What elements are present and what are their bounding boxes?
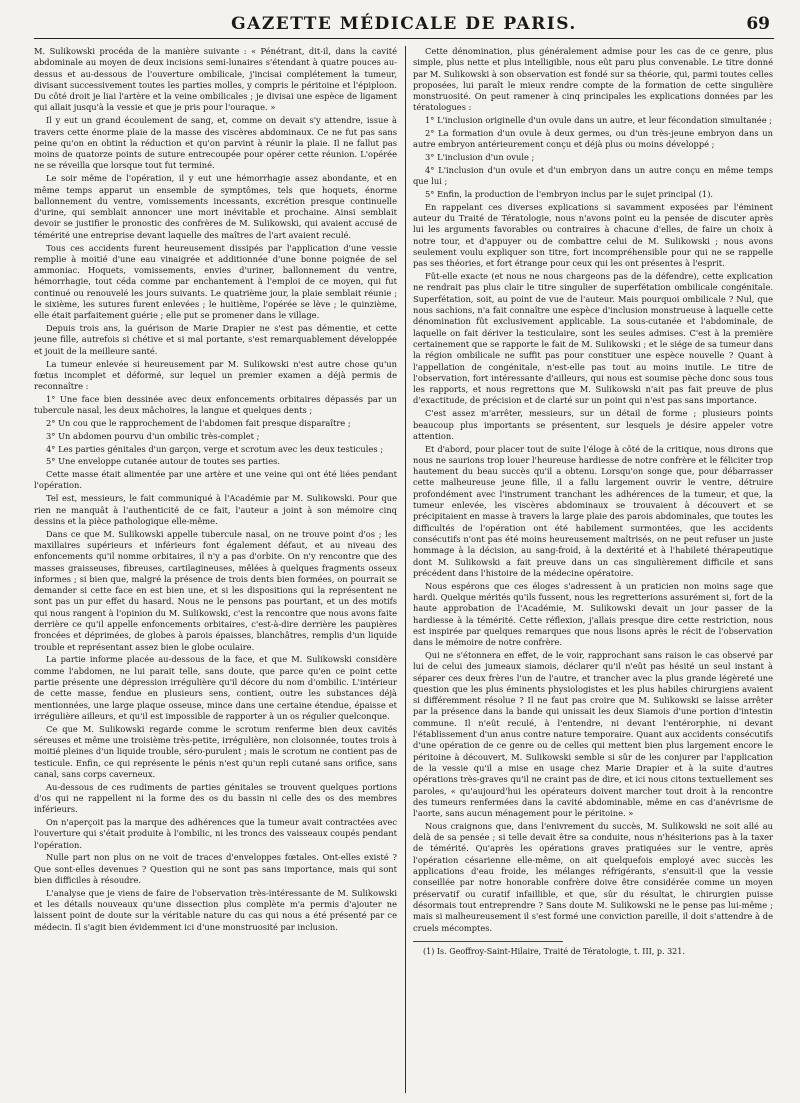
left-column [34,46,397,1095]
paragraph: M. Sulikowski procéda de la manière suivante : « Pénétrant, dit-il, dans la cavité abdominale au moyen de deux incisions semi-lunaires s'étendant à quatre pouces au-dessus et au-dessous de l'ouverture ombilicale, j'incisai complétement la tumeur, divisant successivement toutes les parties molles, y compris le péritoine et l'épiploon. Du côté droit je liai l'artère et la veine ombilicales ; je divisai une espèce de ligament qui allait jusqu'à la vessie et que je pris pour l'ouraque. » [34,46,397,113]
paragraph: Nous craignons que, dans l'enivrement du succès, M. Sulikowski ne soit allé au delà de sa pensée ; si telle devait être sa conduite, nous n'hésiterions pas à la taxer de témérité. Qu'après les opérations graves pratiquées sur le ventre, après l'opération césarienne elle-même, on ait quelquefois employé avec succès les applications d'eau froide, les mélanges réfrigérants, s'ensuit-il que la vessie conseillée par notre honorable confrère doive être considérée comme un moyen préservatif ou curatif infaillible, et que, sûr du résultat, le chirurgien puisse désormais tout entreprendre ? Sans doute M. Sulikowski ne le pense pas lui-même ; mais si malheureusement il s'est formé une conviction pareille, il doit s'attendre à de cruels mécomptes. [413,820,773,933]
paragraph: Cette dénomination, plus généralement admise pour les cas de ce genre, plus simple, plus nette et plus intelligible, nous eût paru plus convenable. Le titre donné par M. Sulikowski à son observation est fondé sur sa théorie, qui, parmi toutes celles proposées, lui paraît le mieux rendre compte de la formation de cette singulière monstruosité. On peut ramener à cinq principales les explications données par les tératologues : [413,46,773,113]
column-divider [405,46,406,1093]
paragraph: 1° Une face bien dessinée avec deux enfoncements orbitaires dépassés par un tubercule nasal, les deux mâchoires, la langue et quelques dents ; [34,393,397,416]
paragraph: 5° Enfin, la production de l'embryon inclus par le sujet principal (1). [425,189,714,200]
paragraph: Fût-elle exacte (et nous ne nous chargeons pas de la défendre), cette explication ne rendrait pas plus clair le titre singulier de superfétation ombilicale congénitale. Superfétation, soit, au point de vue de l'auteur. Mais pourquoi ombilicale ? Nul, que nous sachions, n'a fait connaître une espèce d'inclusion monstrueuse à laquelle cette dénomination fût exclusivement applicable. La sous-cutanée et l'abdominale, de laquelle on fait dériver la testiculaire, sont les seules admises. C'est à la première certainement que se rapporte le fait de M. Sulikowski ; et le siége de sa tumeur dans la région ombilicale ne suffit pas pour constituer une espèce nouvelle ? Quant à l'appellation de congénitale, n'est-elle pas tout au moins inutile. Le titre de l'observation, fort intéressante d'ailleurs, qui nous est soumise pèche donc sous tous les rapports, et nous regrettons que M. Sulikowski n'ait pas fait preuve de plus d'exactitude, de précision et de clarté sur un point qui n'est pas sans importance. [413,271,773,406]
paragraph: 3° L'inclusion d'un ovule ; [425,152,535,163]
journal-title: GAZETTE MÉDICALE DE PARIS. [231,14,577,34]
paragraph: 2° Un cou que le rapprochement de l'abdomen fait presque disparaître ; [46,418,351,428]
page-number: 69 [746,14,770,34]
paragraph: Il y eut un grand écoulement de sang, et, comme on devait s'y attendre, issue à travers cette énorme plaie de la masse des viscères abdominaux. Ce ne fut pas sans peine qu'on en obtint la réduction et qu'on parvint à réunir la plaie. Il ne fallut pas moins de quatorze points de suture entrecoupée pour opérer cette réunion. L'opérée ne se réveilla que lorsque tout fut terminé. [34,115,397,171]
paragraph: Qui ne s'étonnera en effet, de le voir, rapprochant sans raison le cas observé par lui de celui des jumeaux siamois, déclarer qu'il n'eût pas hésité un seul instant à séparer ces deux frères l'un de l'autre, et trancher avec la plus grande légèreté une question que les plus éminents physiologistes et les plus habiles chirurgiens avaient si différemment résolue ? Il ne faut pas croire que M. Sulikowski se laisse arrêter par la présence dans la bande qui unissait les deux Siamois d'une portion d'intestin commune. Il n'eût reculé, à l'entendre, ni devant l'entérorphie, ni devant l'établissement d'un anus contre nature temporaire. Quant aux accidents consécutifs d'une opération de ce genre ou de celles qui mettent bien plus largement encore le péritoine à découvert, M. Sulikowski semble si sûr de les conjurer par l'application de la vessie qu'il a mise en usage chez Marie Drapier et à la suite d'autres opérations très-graves qu'il ne craint pas de dire, et ici nous citons textuellement ses paroles, « qu'aujourd'hui les opérateurs doivent marcher tout droit à la rencontre des tumeurs renfermées dans la cavité abdominable, même en cas d'anévrisme de l'aorte, sans aucun ménagement pour le péritoine. » [413,649,773,819]
paragraph: La partie informe placée au-dessous de la face, et que M. Sulikowski considère comme l'abdomen, ne lui parait telle, sans doute, que parce qu'en ce point cette partie présente une dépression irrégulière qu'il décore du nom d'ombilic. L'intérieur de cette masse, fendue en plusieurs sens, contient, outre les substances déjà mentionnées, une large plaque osseuse, mince dans une certaine étendue, épaisse et irrégulière ailleurs, et qu'il est impossible de rapporter à un os régulier quelconque. [34,654,397,721]
paragraph: 3° Un abdomen pourvu d'un ombilic très-complet ; [46,430,260,441]
paragraph: C'est assez m'arrêter, messieurs, sur un détail de forme ; plusieurs points beaucoup plus importants se présentent, sur lesquels je désire appeler votre attention. [413,408,773,441]
paragraph: Et d'abord, pour placer tout de suite l'éloge à côté de la critique, nous dirons que nous ne saurions trop louer l'heureuse hardiesse de notre confrère et le féliciter trop hautement du beau succès qu'il a obtenu. Lorsqu'on songe que, pour débarrasser cette malheureuse jeune fille, il a fallu largement ouvrir le ventre, détruire profondément avec l'instrument tranchant les adhérences de la tumeur, et que, la tumeur enlevée, les viscères abdominaux se trouvaient à découvert et se précipitaient en masse à travers la large plaie des parois abdominales, que toutes les difficultés de l'opération ont été habilement surmontées, que les accidents consécutifs n'ont pas été moins heureusement maîtrisés, on ne peut refuser un juste hommage à la décision, au sang-froid, à la dextérité et à l'habileté thérapeutique dont M. Sulikowski a fait preuve dans un cas singulièrement difficile et sans précédent dans l'histoire de la médecine opératoire. [413,443,773,578]
paragraph: 5° Une enveloppe cutanée autour de toutes ses parties. [46,456,281,467]
paragraph: L'analyse que je viens de faire de l'observation très-intéressante de M. Sulikowski et les détails nouveaux qu'une dissection plus complète m'a permis d'ajouter ne laissent point de doute sur la véritable nature du cas qui nous a été présenté par ce médecin. Il s'agit bien évidemment ici d'une monstruosité par inclusion. [34,887,397,932]
paragraph: Nous espérons que ces éloges s'adressent à un praticien non moins sage que hardi. Quelque mérités qu'ils fussent, nous les regretterions assurément si, fort de la haute approbation de l'Académie, M. Sulikowski devait un jour passer de la hardiesse à la témérité. Cette réflexion, j'allais presque dire cette restriction, nous est inspirée par quelques remarques que nous lisons après le récit de l'observation dans le mémoire de notre confrère. [413,580,773,648]
paragraph: Ce que M. Sulikowski regarde comme le scrotum renferme bien deux cavités séreuses et même une troisième très-petite, irrégulière, non cloisonnée, toutes trois à moitié pleines d'un liquide trouble, séro-purulent ; mais le scrotum ne contient pas de testicule. Enfin, ce qui représente le pénis n'est qu'un repli cutané sans orifice, sans canal, sans corps caverneux. [34,723,397,779]
paragraph: La tumeur enlevée si heureusement par M. Sulikowski n'est autre chose qu'un fœtus incomplet et déformé, sur lequel un premier examen a déjà permis de reconnaître : [34,358,397,392]
paragraph: Tel est, messieurs, le fait communiqué à l'Académie par M. Sulikowski. Pour que rien ne manquât à l'authenticité de ce fait, l'auteur a joint à son mémoire cinq dessins et la pièce pathologique elle-même. [34,493,397,526]
right-column-body [413,46,773,934]
paragraph: On n'aperçoit pas la marque des adhérences que la tumeur avait contractées avec l'ouverture qui s'était produite à l'ombilic, ni les troncs des vaisseaux coupés pendant l'opération. [34,817,397,850]
footnote: (1) Is. Geoffroy-Saint-Hilaire, Traité de Tératologie, t. III, p. 321. [423,946,685,956]
footnote-divider [413,941,563,942]
paragraph: 4° Les parties génitales d'un garçon, verge et scrotum avec les deux testicules ; [46,443,384,454]
paragraph: En rappelant ces diverses explications si savamment exposées par l'éminent auteur du Traité de Tératologie, nous n'avons point eu la pensée de discuter après lui les arguments favorables ou contraires à chacune d'elles, de faire un choix à notre tour, et d'appuyer ou de combattre celui de M. Sulikowski ; nous avons seulement voulu expliquer son titre, fort incompréhensible pour qui ne se rappelle pas ses théories, et fort étrange pour ceux qui les ont présentes à l'esprit. [413,201,773,269]
paragraph: Au-dessous de ces rudiments de parties génitales se trouvent quelques portions d'os qui ne rappellent ni la forme des os du bassin ni celle des os des membres inférieurs. [34,781,397,815]
paragraph: Cette masse était alimentée par une artère et une veine qui ont été liées pendant l'opération. [34,469,397,491]
page-header [34,12,774,39]
paragraph: Dans ce que M. Sulikowski appelle tubercule nasal, on ne trouve point d'os ; les maxillaires supérieurs et inférieurs font également défaut, et au niveau des enfoncements qu'il nomme orbitaires, il n'y a pas d'orbite. On n'y rencontre que des masses graisseuses, fibreuses, cartilagineuses, mêlées à quelques fragments osseux informes ; si bien que, malgré la présence de trois dents bien formées, on pourrait se demander si cette face en est bien une, et si les dispositions qui la représentent ne sont pas un pur effet du hasard. Nous ne le pensons pas pourtant, et un des motifs qui nous rangent à l'opinion du M. Sulikowski, c'est la rencontre que nous avons faite derrière ce qu'il appelle enfoncements orbitaires, c'est-à-dire derrière les paupières froncées et déprimées, de globes à parois épaisses, blanchâtres, remplis d'un liquide trouble et représentant assez bien le globe oculaire. [34,528,397,652]
paragraph: 1° L'inclusion originelle d'un ovule dans un autre, et leur fécondation simultanée ; [425,115,773,126]
paragraph: 4° L'inclusion d'un ovule et d'un embryon dans un autre conçu en même temps que lui ; [413,164,773,187]
paragraph: Depuis trois ans, la guérison de Marie Drapier ne s'est pas démentie, et cette jeune fille, autrefois si chétive et si mal portante, s'est remarquablement développée et jouit de la meilleure santé. [34,323,397,356]
right-column [413,46,773,1095]
paragraph: Nulle part non plus on ne voit de traces d'enveloppes fœtales. Ont-elles existé ? Que sont-elles devenues ? Question qui ne sont pas sans importance, mais qui sont bien difficiles à résoudre. [34,852,397,886]
paragraph: 2° La formation d'un ovule à deux germes, ou d'un très-jeune embryon dans un autre embryon antérieurement conçu et déjà plus ou moins développé ; [413,128,773,150]
paragraph: Le soir même de l'opération, il y eut une hémorrhagie assez abondante, et en même temps apparut un ensemble de symptômes, tels que hoquets, énorme ballonnement du ventre, vomissements incessants, excrétion presque continuelle d'urine, qui semblait annoncer une mort inévitable et prochaine. Ainsi semblait devoir se justifier le pronostic des confrères de M. Sulikowski, qui avaient accusé de témérité une entreprise devant laquelle des maîtres de l'art avaient reculé. [34,173,397,240]
paragraph: Tous ces accidents furent heureusement dissipés par l'application d'une vessie remplie à moitié d'une eau vinaigrée et additionnée d'une bonne poignée de sel ammoniac. Hoquets, vomissements, envies d'uriner, ballonnement du ventre, hémorrhagie, tout céda comme par enchantement à l'emploi de ce moyen, qui fut continué ou renouvelé les jours suivants. Le quatrième jour, la plaie semblait réunie ; le sixième, les sutures furent enlevées ; le huitième, l'opérée se lève ; le quinzième, elle était parfaitement guérie ; elle put se promener dans le village. [34,242,397,321]
